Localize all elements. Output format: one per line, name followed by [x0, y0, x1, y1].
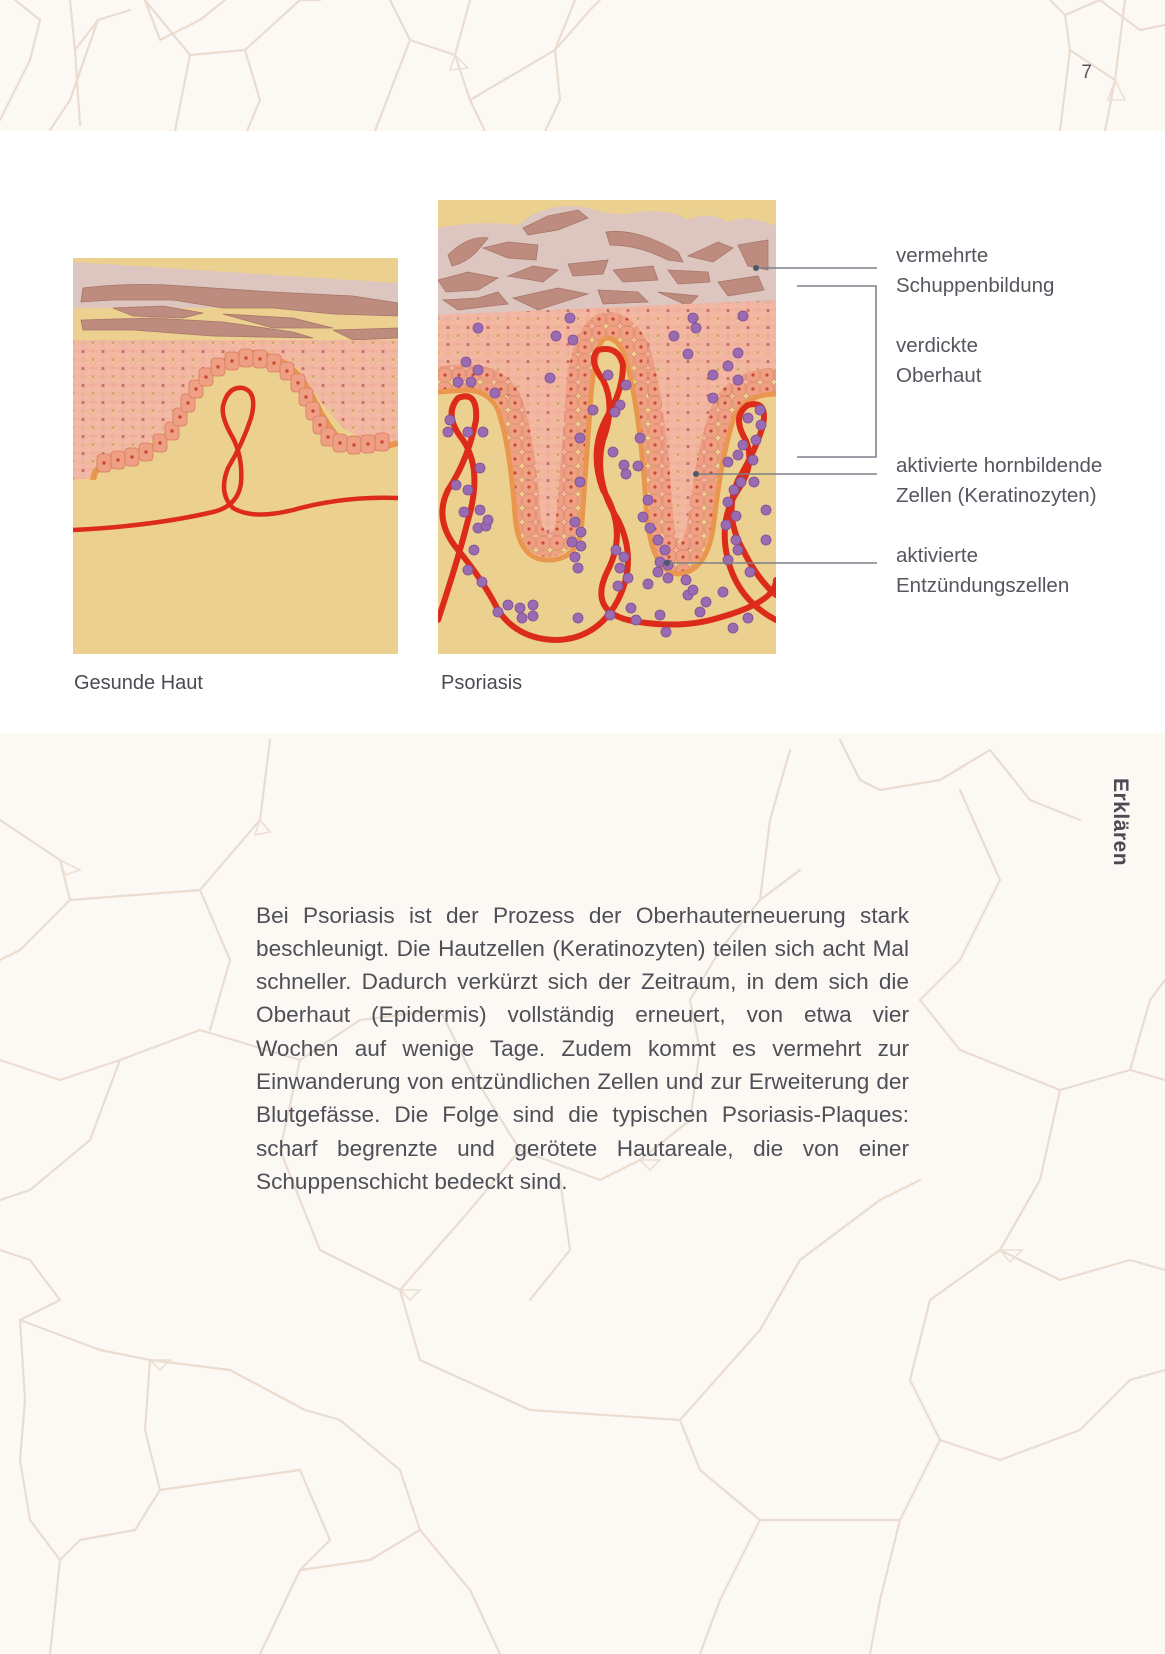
page-number: 7 — [1081, 62, 1092, 83]
label-activated-keratinocytes: aktivierte hornbildende Zellen (Keratinozyten) — [896, 454, 1103, 507]
label-thickened-epidermis: verdickte Oberhaut — [896, 334, 982, 387]
section-tab-erklaeren: Erklären — [1109, 778, 1132, 867]
caption-healthy-skin: Gesunde Haut — [74, 672, 203, 694]
label-activated-inflammatory-cells: aktivierte Entzündungszellen — [896, 544, 1070, 597]
psoriasis-skin-illustration — [438, 200, 776, 654]
label-increased-scaling: vermehrte Schuppenbildung — [896, 244, 1055, 297]
healthy-skin-illustration — [73, 258, 398, 654]
body-paragraph: Bei Psoriasis ist der Prozess der Oberhauterneuerung stark beschleunigt. Die Hautzellen (Keratinozyten) teilen sich acht Mal schneller. Dadurch verkürzt sich der Zeitraum, in dem sich die Oberhaut (Epidermis) vollständig erneuert, von etwa vier Wochen auf wenige Tage. Zudem kommt es vermehrt zur Einwanderung von entzündlichen Zellen und zur Erweiterung der Blutgefässe. Die Folge sind die typischen Psoriasis-Plaques: scharf begrenzte und gerötete Hautareale, die von einer Schuppenschicht bedeckt sind. — [256, 902, 909, 1194]
caption-psoriasis: Psoriasis — [441, 672, 523, 694]
